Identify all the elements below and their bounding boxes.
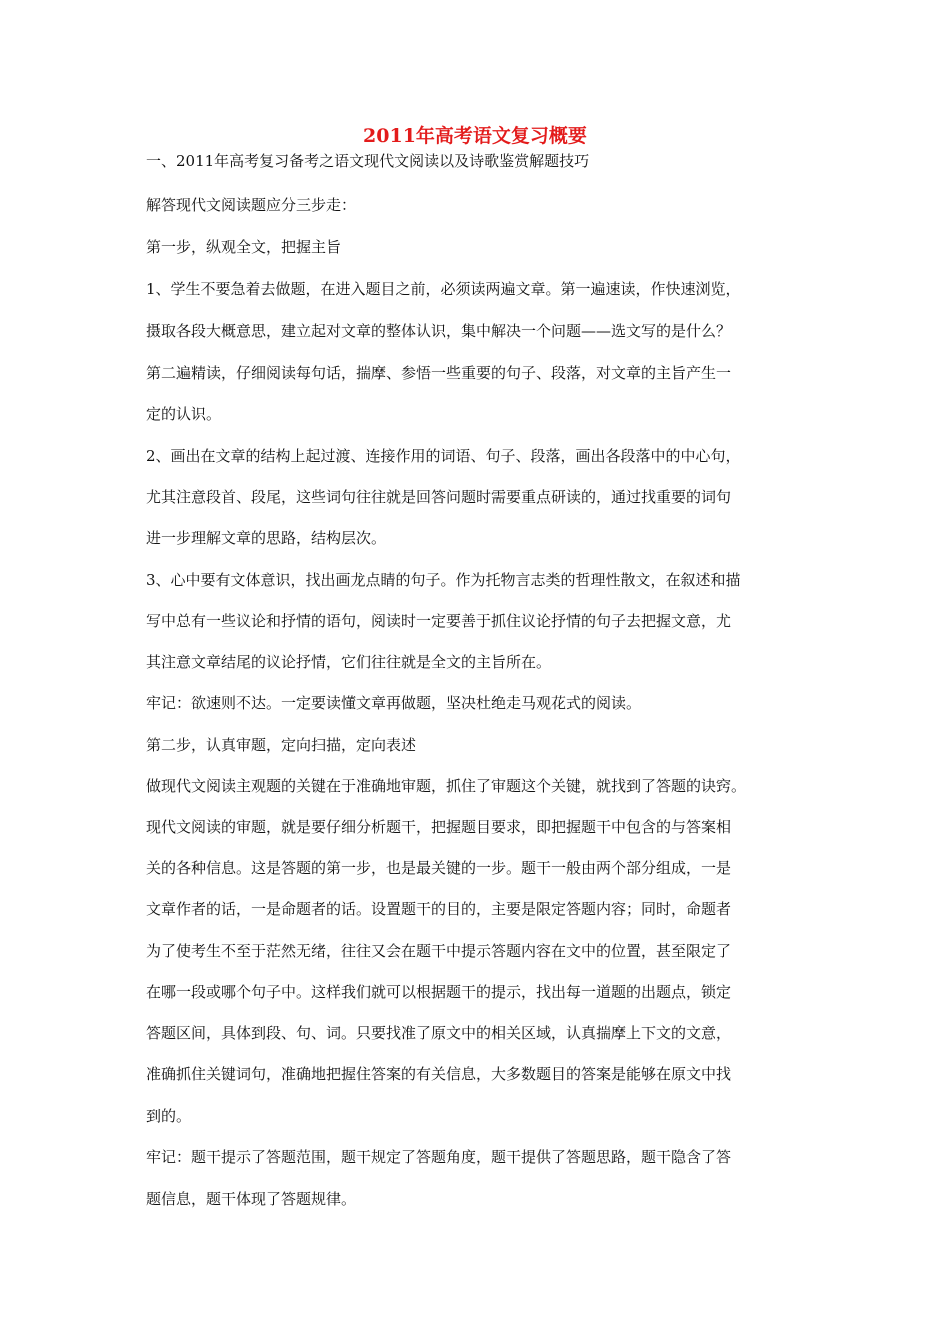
body-line: 答题区间，具体到段、句、词。只要找准了原文中的相关区域，认真揣摩上下文的文意，: [146, 1024, 732, 1042]
body-line: 到的。: [146, 1107, 192, 1125]
body-line: 文章作者的话，一是命题者的话。设置题干的目的，主要是限定答题内容；同时，命题者: [146, 900, 732, 918]
body-line: 定的认识。: [146, 405, 222, 423]
body-line: 第二遍精读，仔细阅读每句话，揣摩、参悟一些重要的句子、段落，对文章的主旨产生一: [146, 364, 732, 382]
body-line: 进一步理解文章的思路，结构层次。: [146, 529, 387, 547]
body-line: 为了使考生不至于茫然无绪，往往又会在题干中提示答题内容在文中的位置，甚至限定了: [146, 942, 732, 960]
body-line: 现代文阅读的审题，就是要仔细分析题干，把握题目要求，即把握题干中包含的与答案相: [146, 818, 732, 836]
body-line: 题信息，题干体现了答题规律。: [146, 1190, 357, 1208]
body-line: 3、心中要有文体意识，找出画龙点睛的句子。作为托物言志类的哲理性散文，在叙述和描: [146, 571, 741, 589]
body-line: 写中总有一些议论和抒情的语句，阅读时一定要善于抓住议论抒情的句子去把握文意，尤: [146, 612, 732, 630]
body-line: 1、学生不要急着去做题，在进入题目之前，必须读两遍文章。第一遍速读，作快速浏览，: [146, 280, 741, 298]
body-line: 摄取各段大概意思，建立起对文章的整体认识，集中解决一个问题——选文写的是什么？: [146, 322, 732, 340]
document-title: 2011年高考语文复习概要: [363, 125, 587, 147]
body-line: 准确抓住关键词句，准确地把握住答案的有关信息，大多数题目的答案是能够在原文中找: [146, 1065, 732, 1083]
body-line: 第一步，纵观全文，把握主旨: [146, 238, 342, 256]
body-line: 在哪一段或哪个句子中。这样我们就可以根据题干的提示，找出每一道题的出题点，锁定: [146, 983, 732, 1001]
body-line: 第二步，认真审题，定向扫描，定向表述: [146, 736, 417, 754]
body-line: 其注意文章结尾的议论抒情，它们往往就是全文的主旨所在。: [146, 653, 552, 671]
body-line: 2、画出在文章的结构上起过渡、连接作用的词语、句子、段落，画出各段落中的中心句，: [146, 447, 741, 465]
body-line: 牢记：欲速则不达。一定要读懂文章再做题，坚决杜绝走马观花式的阅读。: [146, 694, 642, 712]
body-line: 牢记：题干提示了答题范围，题干规定了答题角度，题干提供了答题思路，题干隐含了答: [146, 1148, 732, 1166]
body-line: 做现代文阅读主观题的关键在于准确地审题，抓住了审题这个关键，就找到了答题的诀窍。: [146, 777, 747, 795]
body-line: 尤其注意段首、段尾，这些词句往往就是回答问题时需要重点研读的，通过找重要的词句: [146, 488, 732, 506]
body-line: 关的各种信息。这是答题的第一步，也是最关键的一步。题干一般由两个部分组成，一是: [146, 859, 732, 877]
body-line: 解答现代文阅读题应分三步走：: [146, 196, 357, 214]
body-line: 一、2011年高考复习备考之语文现代文阅读以及诗歌鉴赏解题技巧: [146, 152, 590, 170]
